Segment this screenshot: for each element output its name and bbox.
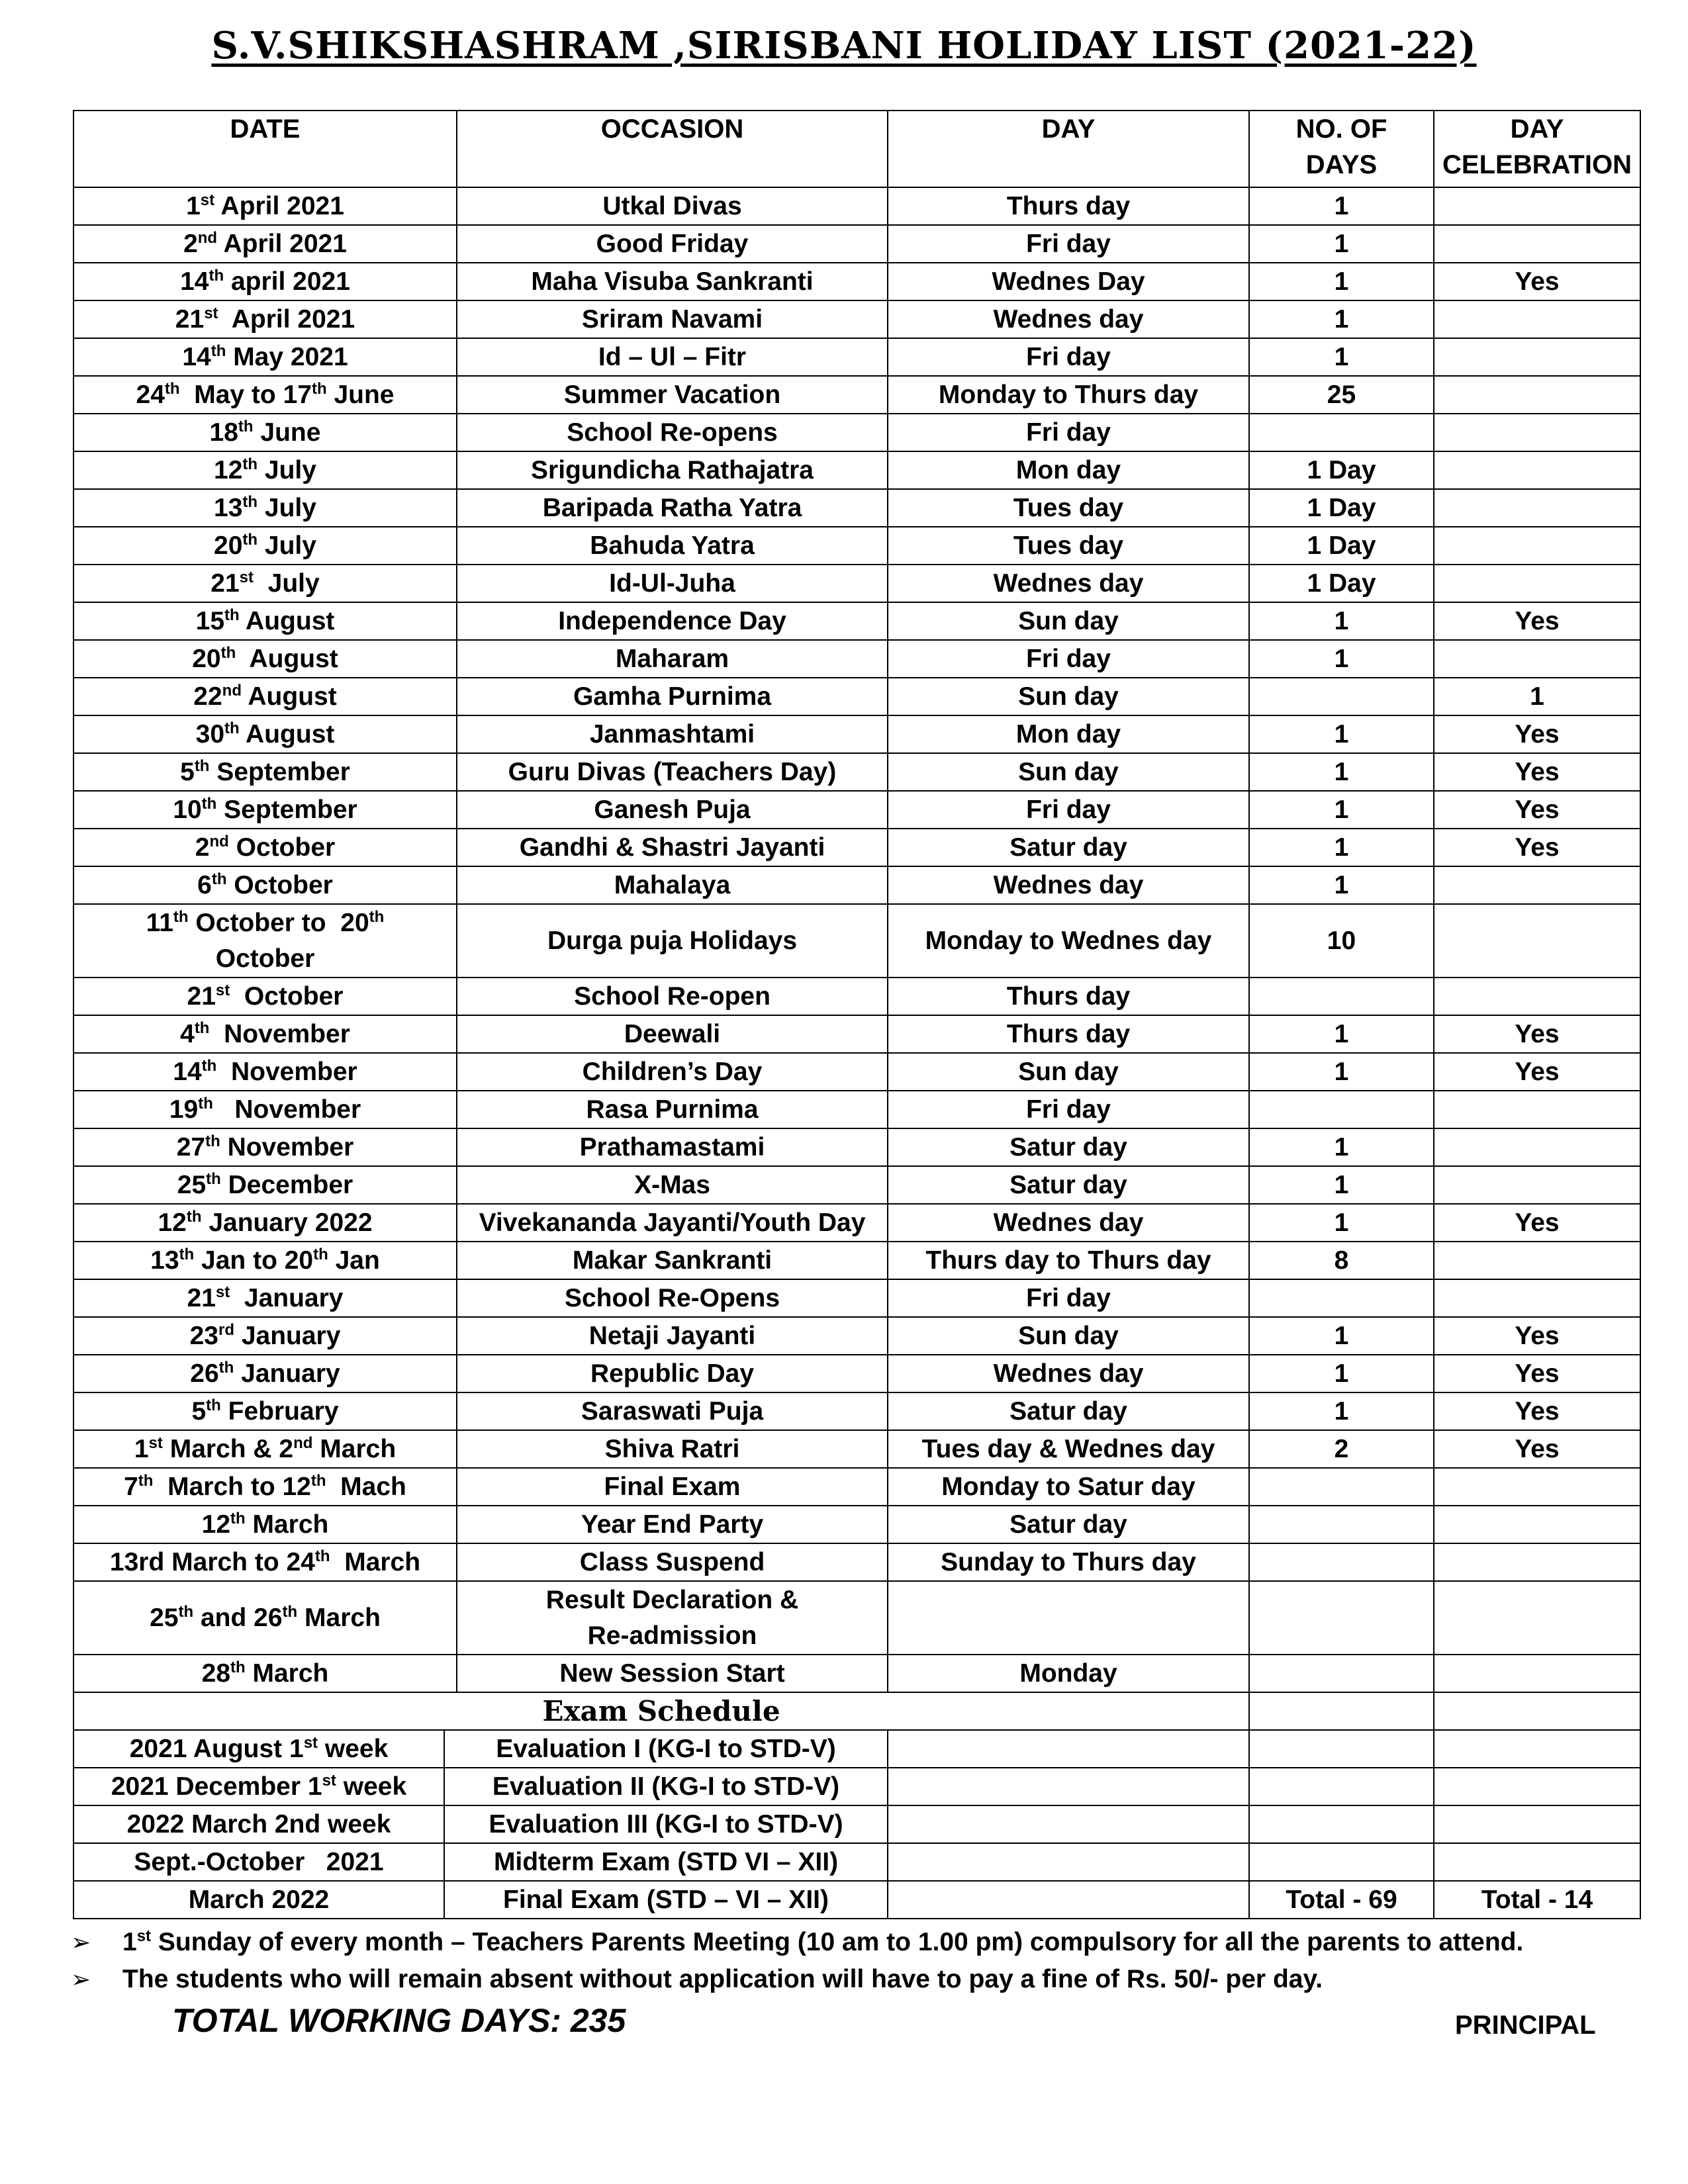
date-cell: 15th August — [73, 602, 457, 640]
table-row — [73, 829, 1640, 866]
occasion-cell: Utkal Divas — [457, 187, 888, 225]
occasion-cell: Summer Vacation — [457, 376, 888, 414]
occasion-cell: Class Suspend — [457, 1543, 888, 1581]
day-celebration-cell — [1434, 376, 1640, 414]
exam-name-cell: Evaluation I (KG-I to STD-V) — [444, 1730, 888, 1768]
day-cell: Monday to Thurs day — [888, 376, 1249, 414]
date-cell: 19th November — [73, 1091, 457, 1128]
day-celebration-cell: Yes — [1434, 791, 1640, 829]
arrow-bullet-icon: ➢ — [71, 1966, 91, 1993]
table-header-row — [73, 111, 1640, 187]
day-celebration-cell: Yes — [1434, 1204, 1640, 1242]
no-of-days-cell — [1249, 678, 1434, 715]
date-cell: 11th October to 20th October — [73, 904, 457, 978]
day-celebration-cell — [1434, 527, 1640, 565]
day-cell: Monday to Satur day — [888, 1468, 1249, 1506]
occasion-cell: Vivekananda Jayanti/Youth Day — [457, 1204, 888, 1242]
no-of-days-cell: 1 — [1249, 1204, 1434, 1242]
no-of-days-cell: 1 Day — [1249, 451, 1434, 489]
exam-day-cell — [888, 1843, 1249, 1881]
date-cell: 22nd August — [73, 678, 457, 715]
day-cell: Wednes day — [888, 866, 1249, 904]
table-row — [73, 1468, 1640, 1506]
day-celebration-cell: Yes — [1434, 1317, 1640, 1355]
day-celebration-cell — [1434, 489, 1640, 527]
table-row — [73, 263, 1640, 300]
day-celebration-cell — [1434, 866, 1640, 904]
day-cell: Satur day — [888, 1392, 1249, 1430]
holiday-table — [73, 110, 1641, 1693]
occasion-cell: Children’s Day — [457, 1053, 888, 1091]
exam-date-cell: March 2022 — [73, 1881, 444, 1919]
day-cell: Monday to Wednes day — [888, 904, 1249, 978]
day-cell: Fri day — [888, 1279, 1249, 1317]
day-cell: Thurs day — [888, 187, 1249, 225]
date-cell: 5th September — [73, 753, 457, 791]
exam-total-celebration-cell — [1434, 1843, 1640, 1881]
occasion-cell: Independence Day — [457, 602, 888, 640]
day-cell: Fri day — [888, 225, 1249, 263]
day-cell: Mon day — [888, 451, 1249, 489]
exam-row — [73, 1768, 1640, 1805]
header-no-of-days: NO. OF DAYS — [1249, 111, 1434, 187]
occasion-cell: Bahuda Yatra — [457, 527, 888, 565]
day-celebration-cell: Yes — [1434, 263, 1640, 300]
occasion-cell: Id – Ul – Fitr — [457, 338, 888, 376]
exam-rows — [73, 1692, 1640, 1919]
day-celebration-cell: Yes — [1434, 1392, 1640, 1430]
table-row — [73, 300, 1640, 338]
table-row — [73, 1355, 1640, 1392]
date-cell: 5th February — [73, 1392, 457, 1430]
no-of-days-cell: 10 — [1249, 904, 1434, 978]
no-of-days-cell: 1 — [1249, 640, 1434, 678]
day-cell: Fri day — [888, 1091, 1249, 1128]
exam-row — [73, 1805, 1640, 1843]
occasion-cell: X-Mas — [457, 1166, 888, 1204]
table-row — [73, 1015, 1640, 1053]
exam-total-celebration-cell — [1434, 1805, 1640, 1843]
date-cell: 12th July — [73, 451, 457, 489]
day-celebration-cell — [1434, 1468, 1640, 1506]
day-celebration-cell — [1434, 1166, 1640, 1204]
day-celebration-cell — [1434, 414, 1640, 451]
occasion-cell: Ganesh Puja — [457, 791, 888, 829]
day-cell: Sunday to Thurs day — [888, 1543, 1249, 1581]
table-row — [73, 225, 1640, 263]
date-cell: 23rd January — [73, 1317, 457, 1355]
date-cell: 30th August — [73, 715, 457, 753]
table-row — [73, 1430, 1640, 1468]
no-of-days-cell: 1 — [1249, 1053, 1434, 1091]
table-row — [73, 791, 1640, 829]
no-of-days-cell: 1 Day — [1249, 489, 1434, 527]
day-cell: Sun day — [888, 602, 1249, 640]
date-cell: 27th November — [73, 1128, 457, 1166]
exam-row — [73, 1881, 1640, 1919]
day-cell: Fri day — [888, 640, 1249, 678]
date-cell: 26th January — [73, 1355, 457, 1392]
no-of-days-cell: 1 — [1249, 1166, 1434, 1204]
occasion-cell: Result Declaration & Re-admission — [457, 1581, 888, 1655]
no-of-days-cell — [1249, 1279, 1434, 1317]
exam-schedule-table — [73, 1692, 1641, 1919]
exam-empty-cell — [1434, 1692, 1640, 1730]
occasion-cell: Janmashtami — [457, 715, 888, 753]
date-cell: 12th January 2022 — [73, 1204, 457, 1242]
no-of-days-cell: 1 — [1249, 225, 1434, 263]
day-celebration-cell: Yes — [1434, 1430, 1640, 1468]
header-day: DAY — [888, 111, 1249, 187]
no-of-days-cell: 8 — [1249, 1242, 1434, 1279]
day-cell: Sun day — [888, 1053, 1249, 1091]
no-of-days-cell: 1 — [1249, 829, 1434, 866]
occasion-cell: School Re-open — [457, 978, 888, 1015]
date-cell: 13rd March to 24th March — [73, 1543, 457, 1581]
occasion-cell: Year End Party — [457, 1506, 888, 1543]
exam-date-cell: 2022 March 2nd week — [73, 1805, 444, 1843]
exam-name-cell: Final Exam (STD – VI – XII) — [444, 1881, 888, 1919]
exam-total-celebration-cell: Total - 14 — [1434, 1881, 1640, 1919]
exam-name-cell: Midterm Exam (STD VI – XII) — [444, 1843, 888, 1881]
occasion-cell: Gamha Purnima — [457, 678, 888, 715]
no-of-days-cell: 1 — [1249, 1317, 1434, 1355]
no-of-days-cell: 1 Day — [1249, 527, 1434, 565]
table-row — [73, 753, 1640, 791]
no-of-days-cell: 1 — [1249, 715, 1434, 753]
day-celebration-cell — [1434, 1279, 1640, 1317]
exam-date-cell: 2021 December 1st week — [73, 1768, 444, 1805]
occasion-cell: Durga puja Holidays — [457, 904, 888, 978]
table-row — [73, 1166, 1640, 1204]
occasion-cell: Guru Divas (Teachers Day) — [457, 753, 888, 791]
day-celebration-cell — [1434, 1242, 1640, 1279]
date-cell: 4th November — [73, 1015, 457, 1053]
table-row — [73, 640, 1640, 678]
day-cell: Thurs day — [888, 978, 1249, 1015]
no-of-days-cell — [1249, 1091, 1434, 1128]
exam-date-cell: Sept.-October 2021 — [73, 1843, 444, 1881]
day-cell: Satur day — [888, 1506, 1249, 1543]
day-celebration-cell — [1434, 1581, 1640, 1655]
day-celebration-cell: Yes — [1434, 753, 1640, 791]
date-cell: 24th May to 17th June — [73, 376, 457, 414]
exam-total-days-cell — [1249, 1805, 1434, 1843]
exam-schedule-heading: Exam Schedule — [73, 1692, 1249, 1730]
table-row — [73, 715, 1640, 753]
table-row — [73, 1506, 1640, 1543]
day-cell: Wednes day — [888, 1355, 1249, 1392]
table-row — [73, 1279, 1640, 1317]
exam-day-cell — [888, 1881, 1249, 1919]
occasion-cell: Maha Visuba Sankranti — [457, 263, 888, 300]
exam-day-cell — [888, 1805, 1249, 1843]
day-celebration-cell: Yes — [1434, 715, 1640, 753]
occasion-cell: Netaji Jayanti — [457, 1317, 888, 1355]
day-cell: Sun day — [888, 753, 1249, 791]
date-cell: 1st April 2021 — [73, 187, 457, 225]
no-of-days-cell: 1 Day — [1249, 565, 1434, 602]
table-row — [73, 1581, 1640, 1655]
day-cell: Fri day — [888, 791, 1249, 829]
no-of-days-cell: 1 — [1249, 602, 1434, 640]
day-cell — [888, 1581, 1249, 1655]
no-of-days-cell — [1249, 978, 1434, 1015]
occasion-cell: Srigundicha Rathajatra — [457, 451, 888, 489]
exam-empty-cell — [1249, 1692, 1434, 1730]
total-working-days: TOTAL WORKING DAYS: 235 — [172, 2002, 626, 2039]
no-of-days-cell: 1 — [1249, 300, 1434, 338]
date-cell: 28th March — [73, 1655, 457, 1692]
table-row — [73, 904, 1640, 978]
table-row — [73, 1053, 1640, 1091]
occasion-cell: Republic Day — [457, 1355, 888, 1392]
no-of-days-cell: 1 — [1249, 1392, 1434, 1430]
table-row — [73, 1317, 1640, 1355]
occasion-cell: Saraswati Puja — [457, 1392, 888, 1430]
no-of-days-cell: 1 — [1249, 263, 1434, 300]
day-celebration-cell: Yes — [1434, 602, 1640, 640]
date-cell: 20th July — [73, 527, 457, 565]
day-cell: Satur day — [888, 1128, 1249, 1166]
day-cell: Tues day — [888, 527, 1249, 565]
day-cell: Wednes day — [888, 1204, 1249, 1242]
no-of-days-cell: 1 — [1249, 1355, 1434, 1392]
table-row — [73, 376, 1640, 414]
day-cell: Wednes day — [888, 300, 1249, 338]
day-celebration-cell: Yes — [1434, 829, 1640, 866]
exam-total-celebration-cell — [1434, 1730, 1640, 1768]
date-cell: 2nd April 2021 — [73, 225, 457, 263]
day-celebration-cell — [1434, 565, 1640, 602]
arrow-bullet-icon: ➢ — [71, 1929, 91, 1956]
table-row — [73, 414, 1640, 451]
occasion-cell: Makar Sankranti — [457, 1242, 888, 1279]
note-text: 1st Sunday of every month – Teachers Parents Meeting (10 am to 1.00 pm) compulsory for all the parents to attend. — [122, 1927, 1524, 1956]
table-row — [73, 1091, 1640, 1128]
table-row — [73, 1242, 1640, 1279]
occasion-cell: Gandhi & Shastri Jayanti — [457, 829, 888, 866]
table-row — [73, 602, 1640, 640]
day-cell: Monday — [888, 1655, 1249, 1692]
day-celebration-cell: 1 — [1434, 678, 1640, 715]
day-celebration-cell — [1434, 300, 1640, 338]
table-row — [73, 451, 1640, 489]
table-row — [73, 527, 1640, 565]
day-celebration-cell — [1434, 978, 1640, 1015]
header-day-celebration: DAY CELEBRATION — [1434, 111, 1640, 187]
day-cell: Sun day — [888, 1317, 1249, 1355]
occasion-cell: Final Exam — [457, 1468, 888, 1506]
day-celebration-cell — [1434, 640, 1640, 678]
date-cell: 13th Jan to 20th Jan — [73, 1242, 457, 1279]
table-row — [73, 1392, 1640, 1430]
no-of-days-cell: 2 — [1249, 1430, 1434, 1468]
occasion-cell: School Re-Opens — [457, 1279, 888, 1317]
no-of-days-cell — [1249, 1581, 1434, 1655]
no-of-days-cell: 1 — [1249, 1128, 1434, 1166]
date-cell: 18th June — [73, 414, 457, 451]
day-cell: Fri day — [888, 414, 1249, 451]
date-cell: 25th December — [73, 1166, 457, 1204]
day-cell: Satur day — [888, 1166, 1249, 1204]
no-of-days-cell: 1 — [1249, 791, 1434, 829]
no-of-days-cell — [1249, 1655, 1434, 1692]
date-cell: 21st April 2021 — [73, 300, 457, 338]
occasion-cell: Prathamastami — [457, 1128, 888, 1166]
occasion-cell: Deewali — [457, 1015, 888, 1053]
no-of-days-cell: 25 — [1249, 376, 1434, 414]
page-title: S.V.SHIKSHASHRAM ,SIRISBANI HOLIDAY LIST (2021-22) — [211, 24, 1477, 68]
no-of-days-cell — [1249, 414, 1434, 451]
day-celebration-cell — [1434, 904, 1640, 978]
occasion-cell: School Re-opens — [457, 414, 888, 451]
date-cell: 13th July — [73, 489, 457, 527]
day-celebration-cell — [1434, 1543, 1640, 1581]
no-of-days-cell: 1 — [1249, 338, 1434, 376]
exam-total-days-cell — [1249, 1843, 1434, 1881]
exam-row — [73, 1843, 1640, 1881]
exam-total-days-cell — [1249, 1730, 1434, 1768]
exam-total-days-cell: Total - 69 — [1249, 1881, 1434, 1919]
day-celebration-cell: Yes — [1434, 1355, 1640, 1392]
no-of-days-cell: 1 — [1249, 1015, 1434, 1053]
header-date: DATE — [73, 111, 457, 187]
note-item — [71, 1962, 1552, 1997]
date-cell: 21st October — [73, 978, 457, 1015]
occasion-cell: Good Friday — [457, 225, 888, 263]
exam-date-cell: 2021 August 1st week — [73, 1730, 444, 1768]
no-of-days-cell: 1 — [1249, 753, 1434, 791]
day-celebration-cell — [1434, 1655, 1640, 1692]
exam-name-cell: Evaluation III (KG-I to STD-V) — [444, 1805, 888, 1843]
occasion-cell: Baripada Ratha Yatra — [457, 489, 888, 527]
day-cell: Tues day — [888, 489, 1249, 527]
table-row — [73, 1655, 1640, 1692]
day-celebration-cell: Yes — [1434, 1015, 1640, 1053]
day-cell: Sun day — [888, 678, 1249, 715]
table-row — [73, 565, 1640, 602]
exam-day-cell — [888, 1768, 1249, 1805]
date-cell: 10th September — [73, 791, 457, 829]
day-cell: Thurs day — [888, 1015, 1249, 1053]
no-of-days-cell — [1249, 1506, 1434, 1543]
occasion-cell: Mahalaya — [457, 866, 888, 904]
holiday-rows — [73, 187, 1640, 1692]
header-occasion: OCCASION — [457, 111, 888, 187]
day-celebration-cell — [1434, 338, 1640, 376]
table-row — [73, 187, 1640, 225]
day-celebration-cell: Yes — [1434, 1053, 1640, 1091]
table-row — [73, 978, 1640, 1015]
occasion-cell: New Session Start — [457, 1655, 888, 1692]
exam-row — [73, 1730, 1640, 1768]
exam-name-cell: Evaluation II (KG-I to STD-V) — [444, 1768, 888, 1805]
day-cell: Wednes day — [888, 565, 1249, 602]
day-cell: Mon day — [888, 715, 1249, 753]
date-cell: 6th October — [73, 866, 457, 904]
no-of-days-cell — [1249, 1543, 1434, 1581]
occasion-cell: Rasa Purnima — [457, 1091, 888, 1128]
day-celebration-cell — [1434, 225, 1640, 263]
date-cell: 21st July — [73, 565, 457, 602]
day-cell: Wednes Day — [888, 263, 1249, 300]
day-celebration-cell — [1434, 1091, 1640, 1128]
exam-total-celebration-cell — [1434, 1768, 1640, 1805]
table-row — [73, 489, 1640, 527]
date-cell: 21st January — [73, 1279, 457, 1317]
table-row — [73, 678, 1640, 715]
date-cell: 25th and 26th March — [73, 1581, 457, 1655]
note-item — [71, 1925, 1552, 1960]
table-row — [73, 338, 1640, 376]
no-of-days-cell: 1 — [1249, 866, 1434, 904]
date-cell: 1st March & 2nd March — [73, 1430, 457, 1468]
day-celebration-cell — [1434, 1128, 1640, 1166]
exam-schedule-header-row — [73, 1692, 1640, 1730]
no-of-days-cell: 1 — [1249, 187, 1434, 225]
occasion-cell: Shiva Ratri — [457, 1430, 888, 1468]
day-cell: Tues day & Wednes day — [888, 1430, 1249, 1468]
day-celebration-cell — [1434, 1506, 1640, 1543]
date-cell: 14th april 2021 — [73, 263, 457, 300]
day-cell: Fri day — [888, 338, 1249, 376]
table-row — [73, 1543, 1640, 1581]
table-row — [73, 1128, 1640, 1166]
day-celebration-cell — [1434, 187, 1640, 225]
exam-day-cell — [888, 1730, 1249, 1768]
occasion-cell: Sriram Navami — [457, 300, 888, 338]
day-cell: Satur day — [888, 829, 1249, 866]
day-celebration-cell — [1434, 451, 1640, 489]
day-cell: Thurs day to Thurs day — [888, 1242, 1249, 1279]
exam-total-days-cell — [1249, 1768, 1434, 1805]
principal-signature-label: PRINCIPAL — [1455, 2011, 1596, 2040]
date-cell: 20th August — [73, 640, 457, 678]
note-text: The students who will remain absent without application will have to pay a fine of Rs. 50/- per day. — [122, 1965, 1323, 1993]
date-cell: 14th November — [73, 1053, 457, 1091]
date-cell: 12th March — [73, 1506, 457, 1543]
no-of-days-cell — [1249, 1468, 1434, 1506]
table-row — [73, 1204, 1640, 1242]
occasion-cell: Id-Ul-Juha — [457, 565, 888, 602]
date-cell: 14th May 2021 — [73, 338, 457, 376]
date-cell: 2nd October — [73, 829, 457, 866]
date-cell: 7th March to 12th Mach — [73, 1468, 457, 1506]
occasion-cell: Maharam — [457, 640, 888, 678]
table-row — [73, 866, 1640, 904]
